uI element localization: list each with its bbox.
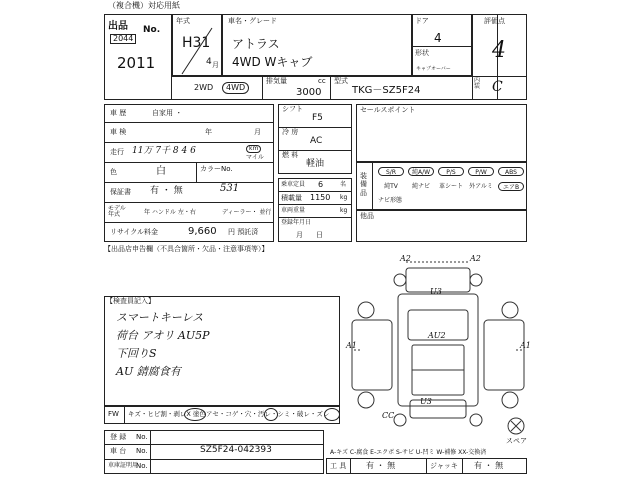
regdate-day: 日 xyxy=(316,231,323,239)
year-value: H31 xyxy=(182,35,211,51)
diag-label-au2: AU2 xyxy=(428,331,446,340)
mileage-unit: km xyxy=(246,145,261,153)
notes-header: 【出品店申告欄（不具合箇所・欠品・注意事項等）】 xyxy=(104,245,269,253)
equip-airbag: エアB xyxy=(498,182,524,191)
damage-legend: A-キズ C-腐食 E-エクボ S-サビ U-凹ミ W-補修 XX-交換済 xyxy=(330,449,487,456)
recycle-label: リサイクル料金 xyxy=(110,228,159,236)
capacity-value: 6 xyxy=(318,180,324,189)
lot-label: 出品 xyxy=(108,21,128,32)
chassis-no: No. xyxy=(136,447,148,455)
regdate-month: 月 xyxy=(296,231,303,239)
diag-label-a2-left: A2 xyxy=(400,254,411,263)
no-label: No. xyxy=(143,25,161,35)
fw-label: FW xyxy=(108,410,119,418)
checkbox-items: キズ・ヒビ割・剥レX 塗色アセ・コゲ・穴・汚レ・シミ・破レ・ズレ xyxy=(128,410,330,418)
regdate-label: 登録年月日 xyxy=(281,219,312,226)
shaken-label: 車 検 xyxy=(110,128,127,136)
equip-navi: 純ナビ xyxy=(411,183,430,190)
jack-opts: 有 ・ 無 xyxy=(474,461,504,470)
diag-label-cc: CC xyxy=(382,411,395,420)
month-suffix: 月 xyxy=(212,61,219,69)
car-name: アトラス xyxy=(232,37,280,51)
equip-abs: ABS xyxy=(498,167,524,176)
score-label: 評価点 xyxy=(484,17,505,25)
reg-label: 登 録 xyxy=(110,433,127,441)
score-value: 4 xyxy=(492,38,506,63)
load-label: 積載量 xyxy=(281,194,302,202)
chassis-label: 車 台 xyxy=(110,447,127,455)
car-damage-diagram xyxy=(340,250,530,450)
grade: 4WD Wキャブ xyxy=(232,55,313,69)
weight-label: 車両重量 xyxy=(281,207,306,214)
inspector-note-2: 荷台 アオリ AU5P xyxy=(116,329,210,342)
capacity-unit: 名 xyxy=(340,181,347,188)
model-value: TKG－SZ5F24 xyxy=(352,85,421,96)
spare-label: スペア xyxy=(506,437,527,445)
mileage-label: 走行 xyxy=(110,148,124,156)
diag-label-a1-right: A1 xyxy=(520,341,531,350)
year-label: 年式 xyxy=(176,17,190,25)
lot-number: 2011 xyxy=(117,54,156,72)
warranty-opts: 有 ・ 無 xyxy=(150,186,183,196)
weight-unit: kg xyxy=(340,207,348,214)
equip-leather: 革シート xyxy=(438,183,463,190)
check-circle-2 xyxy=(264,408,278,421)
shape-label: 形状 xyxy=(415,49,429,57)
shift-label: シフト xyxy=(282,105,303,113)
shaken-year: 年 xyxy=(205,128,212,136)
displacement-label: 排気量 xyxy=(266,77,287,85)
equip-navi-type: ナビ形態 xyxy=(378,197,403,204)
name-label: 車名・グレード xyxy=(228,17,277,25)
recycle-unit: 円 預託済 xyxy=(228,228,259,236)
equip-aw: 純A/W xyxy=(408,167,434,176)
inspector-note-3: 下回りS xyxy=(116,347,157,360)
mileage-value: 11万 7千 8 4 6 xyxy=(132,146,196,156)
reg-no: No. xyxy=(136,433,148,441)
capacity-label: 乗車定員 xyxy=(281,181,306,188)
equip-tv: 純TV xyxy=(384,183,398,190)
tool-opts: 有 ・ 無 xyxy=(366,461,396,470)
handle-label: 年 ハンドル 左・右 xyxy=(144,209,196,216)
ac-value: AC xyxy=(310,136,323,146)
load-value: 1150 xyxy=(310,193,331,202)
load-unit: kg xyxy=(340,194,348,201)
other-label: 他品 xyxy=(360,212,374,220)
drive-2wd: 2WD xyxy=(194,83,214,92)
interior-label: 内装 xyxy=(474,77,481,90)
shaken-month: 月 xyxy=(254,128,261,136)
cert-no: No. xyxy=(136,462,148,470)
diag-label-u3-top: U3 xyxy=(430,287,442,296)
equip-sr: S/R xyxy=(378,167,404,176)
fuel-label: 燃 料 xyxy=(282,151,299,159)
sales-point-label: セールスポイント xyxy=(360,106,416,114)
equip-pw: P/W xyxy=(468,167,494,176)
diag-label-u3-bottom: U3 xyxy=(420,397,432,406)
ac-label: 冷 房 xyxy=(282,128,299,136)
cab-over-label: キャブオーバー xyxy=(416,66,451,72)
jack-label: ジャッキ xyxy=(430,462,458,470)
tool-label: 工 具 xyxy=(330,462,347,470)
inspector-header: 【検査員記入】 xyxy=(106,297,155,305)
mileage-unit2: マイル xyxy=(246,154,264,161)
check-circle-3 xyxy=(324,408,340,421)
shift-value: F5 xyxy=(312,113,323,123)
other-box xyxy=(356,210,527,242)
model-year-label: モデル 年式 xyxy=(108,205,126,218)
color-label: 色 xyxy=(110,168,117,176)
top-note: （複合機）対応用紙 xyxy=(108,1,180,10)
equipment-label: 装備品 xyxy=(360,172,367,197)
diag-label-a2-right: A2 xyxy=(470,254,481,263)
cert-label: 車庫証明用 xyxy=(108,462,139,469)
history-opts: 自家用 ・ xyxy=(152,109,183,117)
model-label: 型式 xyxy=(334,77,348,85)
displacement-value: 3000 xyxy=(296,87,322,98)
diag-label-a1-left: A1 xyxy=(346,341,357,350)
inspector-note-1: スマートキーレス xyxy=(116,311,204,324)
fuel-value: 軽油 xyxy=(306,159,325,169)
drive-4wd: 4WD xyxy=(222,82,249,94)
doors-label: ドア xyxy=(415,17,429,25)
displacement-unit: cc xyxy=(318,77,326,85)
color-no-label: カラーNo. xyxy=(200,165,233,173)
color-value: 白 xyxy=(156,166,166,177)
interior-value: C xyxy=(492,79,503,95)
equip-alloy: 外アルミ xyxy=(469,183,493,190)
recycle-value: 9,660 xyxy=(188,226,217,237)
month-value: 4 xyxy=(206,57,212,67)
equip-ps: P/S xyxy=(438,167,464,176)
warranty-note: 531 xyxy=(220,183,240,194)
check-circle-1 xyxy=(184,408,206,421)
doors-value: 4 xyxy=(434,31,442,45)
history-label: 車 歴 xyxy=(110,109,127,117)
warranty-label: 保証書 xyxy=(110,188,131,196)
inspector-note-4: AU 錆腐食有 xyxy=(116,365,181,378)
lot-code: 2044 xyxy=(110,34,136,44)
dealer-label: ディーラー・ 並行 xyxy=(222,209,272,216)
chassis-value: SZ5F24-042393 xyxy=(200,445,272,455)
